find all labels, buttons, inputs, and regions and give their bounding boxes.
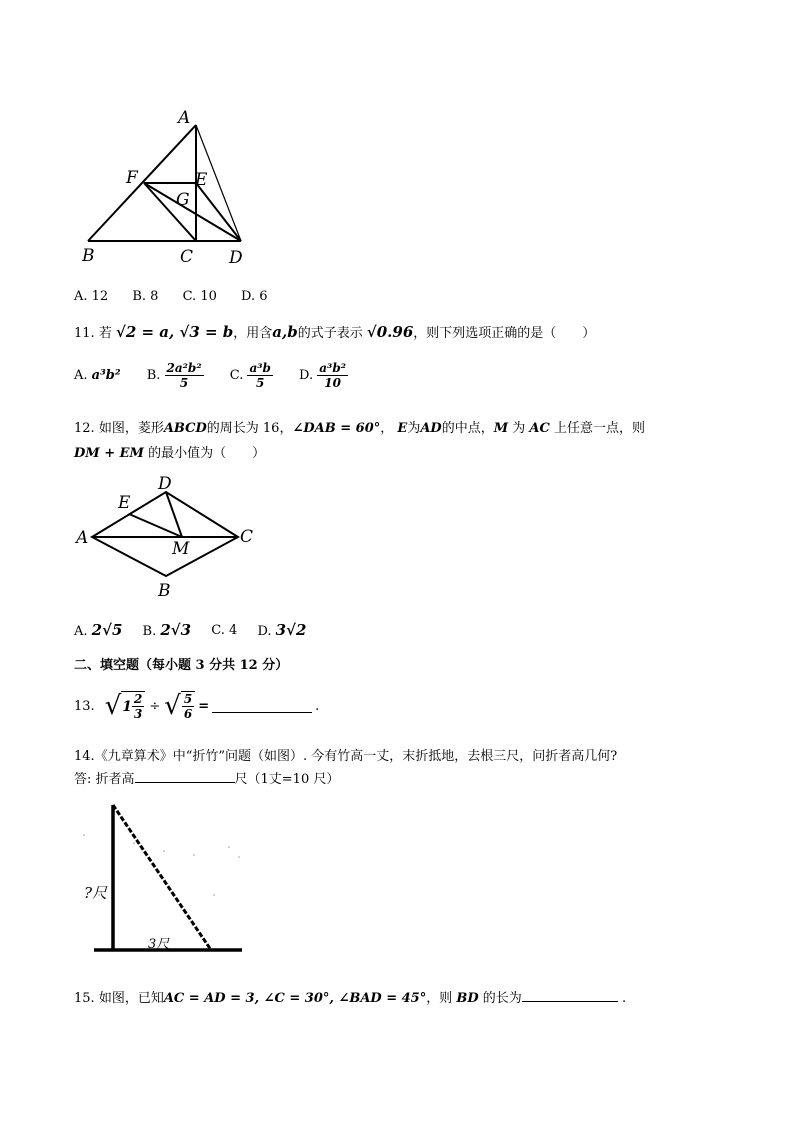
q15-stem [74,987,626,1006]
q12-label-a: A [76,528,89,548]
q13-radical-sign-2: √ [164,691,181,721]
q10-edge-ed [196,183,241,241]
q10-option-d[interactable]: D. 6 [241,289,268,304]
q12-options [74,621,328,639]
q11-option-a-label: A. [74,368,88,383]
q11-option-c-num: a³b [249,361,271,375]
q12-number: 12. [74,421,95,436]
q11-options [74,361,370,390]
q12-line2-expr: DM + EM [74,446,144,461]
q11-option-c-den: 5 [256,376,265,390]
q13-number: 13. [74,698,95,714]
q12-text1: 如图，菱形 [98,421,164,436]
q14-label-unknown: ?尺 [84,884,108,902]
q11-vars: a,b [272,323,298,341]
q13-whole: 1 [122,698,133,715]
q14-bamboo-broken [113,805,211,950]
q11-post: ，则下列选项正确的是（ ） [413,326,596,341]
q11-option-c-label: C. [229,368,244,383]
q12-option-a-expr: 2√5 [91,621,123,639]
q12-option-c-label: C. [211,622,225,638]
q11-mid: ，用含 [233,326,273,341]
q11-option-d[interactable] [299,361,348,390]
q11-option-b-frac [165,361,204,390]
q10-options [74,289,290,304]
q15-pre: 如图，已知 [98,991,164,1006]
q10-label-g: G [176,190,190,210]
q14-line1 [74,745,617,764]
q13-den-2: 6 [183,707,193,721]
q10-option-b[interactable]: B. 8 [132,289,159,304]
q12-label-c: C [240,527,254,547]
q12-angle: ∠DAB = 60° [292,421,381,436]
q11-stem [74,322,595,341]
q13-equals: = [198,698,210,714]
q12-option-a-label: A. [74,624,88,639]
q12-option-c-expr: 4 [229,622,238,638]
q14-figure [74,795,254,960]
q12-abcd: ABCD [163,421,207,436]
q11-option-b[interactable] [147,361,204,390]
q12-stem-line2 [74,442,265,461]
q13-radicand-1 [121,691,145,721]
q12-label-e: E [118,493,131,513]
q13-num-1: 2 [134,692,143,706]
q14-number: 14. [74,749,95,764]
q11-option-b-label: B. [146,368,161,383]
q11-option-d-num: a³b² [319,361,346,375]
q11-option-a[interactable] [74,368,121,383]
q12-ac: AC [529,421,550,436]
q14-line2-pre: 答: 折者高 [74,772,135,787]
q11-option-d-frac [317,361,348,390]
q12-option-c[interactable] [211,623,237,638]
q12-option-d[interactable] [257,621,306,639]
q12-line2-text: 的最小值为（ ） [148,446,266,461]
q12-e: E [397,421,408,436]
q10-option-a[interactable]: A. 12 [74,289,109,304]
q13-num-2: 5 [183,692,193,706]
q14-answer-blank[interactable] [135,770,235,783]
q13-frac-1 [132,692,144,721]
q12-text6: 为 [512,421,526,436]
q12-figure [72,472,262,602]
q13-stem [74,686,319,726]
q14-label-three: 3尺 [148,937,170,952]
q12-text3: ， [380,421,394,436]
q10-label-a: A [178,108,191,128]
q11-option-d-label: D. [299,368,314,383]
q12-option-b-expr: 2√3 [160,621,192,639]
q12-text7: 上任意一点，则 [554,421,646,436]
q12-label-d: D [158,474,172,494]
q13-end: . [315,698,320,714]
q15-number: 15. [74,991,95,1006]
q15-mid: ，则 [426,991,453,1006]
q14-line2-post: 尺（1丈=10 尺） [234,772,340,787]
q11-number: 11. [74,326,95,341]
q15-bd: BD [456,991,479,1006]
q12-m: M [493,421,509,436]
q15-answer-blank[interactable] [522,989,618,1002]
q13-divide: ÷ [149,698,161,714]
q14-line1-text: 《九章算术》中“折竹”问题（如图）. 今有竹高一丈，末折抵地，去根三尺，问折者高几何? [94,749,618,764]
q11-option-d-den: 10 [324,376,341,390]
q12-text5: 的中点， [441,421,494,436]
q13-radicand-2 [181,691,195,721]
q12-stem-line1 [74,417,645,436]
q13-answer-blank[interactable] [212,700,312,713]
q12-text4: 为 [407,421,421,436]
q10-label-c: C [180,247,194,267]
q13-frac-2 [182,692,194,721]
q10-label-e: E [195,170,208,190]
q12-option-b[interactable] [143,621,192,639]
q12-ad: AD [420,421,442,436]
q10-label-f: F [126,168,138,188]
q11-option-b-den: 5 [179,376,189,390]
q12-option-b-label: B. [142,624,157,639]
q15-math: AC = AD = 3, ∠C = 30°, ∠BAD = 45° [163,991,427,1006]
q14-line2 [74,768,339,787]
q10-label-b: B [82,246,95,266]
q15-end: . [621,991,627,1006]
q12-option-a[interactable] [74,621,122,639]
q13-radical-2 [164,691,195,721]
q11-mid2: 的式子表示 [297,326,363,341]
q12-rhombus [92,492,238,576]
q10-label-d: D [229,248,243,268]
q12-option-d-label: D. [257,624,272,639]
q13-den-1: 3 [134,707,143,721]
q12-label-m: M [172,539,190,559]
q11-expr: √0.96 [366,323,414,341]
q10-option-c[interactable]: C. 10 [182,289,217,304]
q13-radical-1 [105,691,146,721]
q12-text2: 的周长为 16， [206,421,293,436]
q11-pre: 若 [98,326,112,341]
q11-option-b-num: 2a²b² [166,361,202,375]
q10-edge-fd [144,183,241,241]
q11-option-c[interactable] [230,361,273,390]
q11-option-c-frac [247,361,272,390]
q15-post: 的长为 [482,991,522,1006]
q13-radical-sign-1: √ [104,691,122,721]
q10-figure [78,105,253,270]
q11-option-a-expr: a³b² [91,368,121,383]
q12-label-b: B [158,581,171,601]
section2-title: 二、填空题（每小题 3 分共 12 分） [74,658,289,673]
q11-math1: √2 = a, √3 = b [115,323,234,341]
q12-option-d-expr: 3√2 [275,621,307,639]
